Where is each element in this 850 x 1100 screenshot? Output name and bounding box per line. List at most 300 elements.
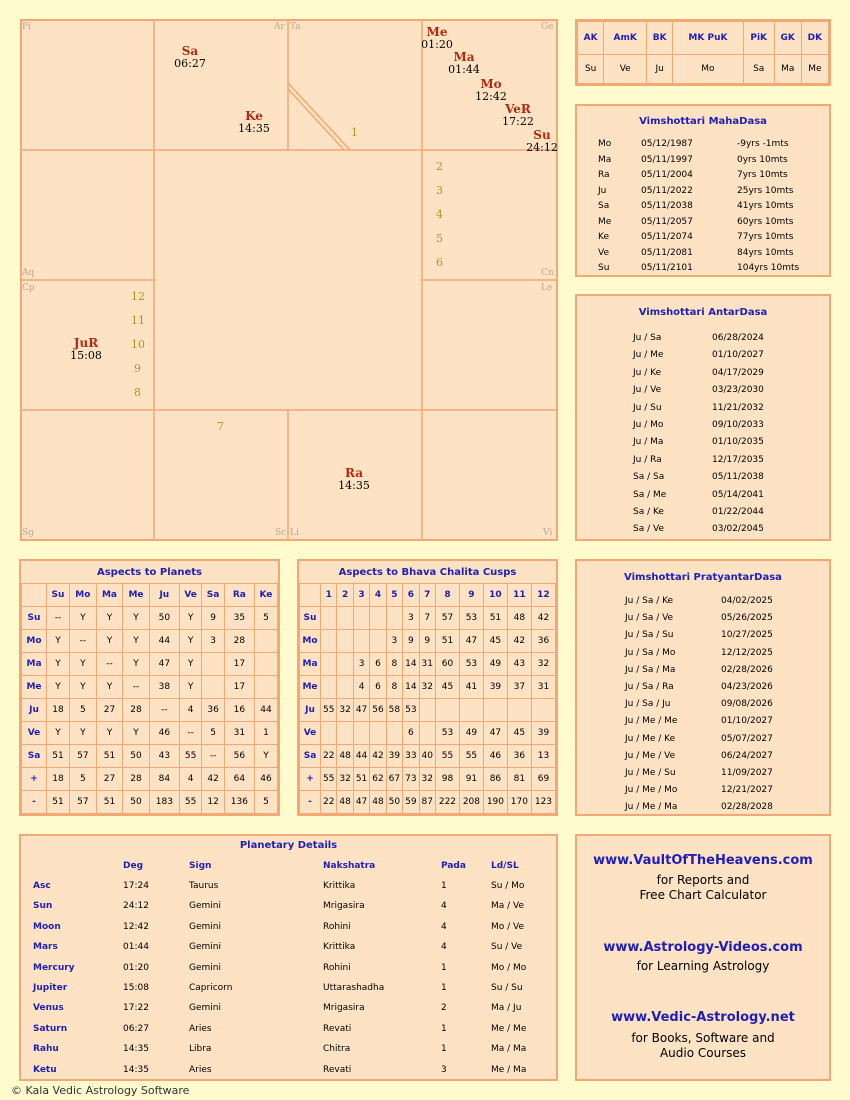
pd-lord: Ma / Ma bbox=[491, 1044, 527, 1055]
aspect-cell: -- bbox=[202, 745, 224, 768]
planet-degree: 12:42 bbox=[475, 90, 507, 103]
aspect-cell: 56 bbox=[370, 699, 386, 722]
dasa-age: -9yrs -1mts bbox=[737, 139, 789, 149]
aspect-row-header: Me bbox=[22, 676, 47, 699]
pd-lord: Me / Ma bbox=[491, 1064, 527, 1075]
dasa-date: 04/17/2029 bbox=[712, 367, 764, 378]
aspect-cell: 39 bbox=[531, 722, 555, 745]
aspect-cell: 48 bbox=[507, 607, 531, 630]
aspect-cell: 28 bbox=[224, 630, 254, 653]
aspect-cell: 190 bbox=[483, 791, 507, 814]
aspect-cell: 48 bbox=[337, 745, 353, 768]
aspect-cell: -- bbox=[47, 607, 70, 630]
aspect-cell: 208 bbox=[459, 791, 483, 814]
aspect-cell: 53 bbox=[403, 699, 419, 722]
aspect-cell: 51 bbox=[353, 768, 369, 791]
aspect-cell: Y bbox=[123, 653, 150, 676]
aspect-cell: 58 bbox=[386, 699, 402, 722]
dasa-period: Ju / Sa / Ke bbox=[625, 596, 674, 606]
aspect-cell: Y bbox=[179, 607, 201, 630]
antardasa-title: Vimshottari AntarDasa bbox=[638, 307, 768, 318]
pd-planet: Moon bbox=[33, 921, 61, 932]
karaka-header: AK bbox=[578, 22, 604, 55]
planet-degree: 01:44 bbox=[448, 63, 480, 76]
aspect-cell: 47 bbox=[353, 699, 369, 722]
house-number: 8 bbox=[134, 386, 141, 399]
aspect-cell bbox=[435, 699, 459, 722]
planet-name: JuR bbox=[73, 336, 99, 350]
aspect-header-row bbox=[300, 584, 556, 607]
planet-venus bbox=[498, 102, 538, 128]
aspect-row-header: Ve bbox=[22, 722, 47, 745]
pd-lord: Mo / Ve bbox=[491, 921, 525, 932]
house-number: 7 bbox=[217, 420, 224, 433]
pd-planet: Mars bbox=[33, 942, 58, 953]
aspect-row-header: Me bbox=[300, 676, 321, 699]
aspect-cell: 55 bbox=[179, 791, 201, 814]
aspect-cell: 47 bbox=[483, 722, 507, 745]
aspect-col-header: 11 bbox=[507, 584, 531, 607]
planet-mercury bbox=[417, 25, 457, 51]
pd-nakshatra: Krittika bbox=[323, 881, 356, 891]
aspect-row bbox=[22, 607, 278, 630]
aspect-row-header: Ju bbox=[22, 699, 47, 722]
aspect-cell: 50 bbox=[386, 791, 402, 814]
planet-ketu bbox=[234, 109, 274, 135]
house-number: 3 bbox=[436, 184, 443, 197]
aspect-row-header: Ma bbox=[22, 653, 47, 676]
aspect-cell: 50 bbox=[149, 607, 179, 630]
pd-nakshatra: Revati bbox=[323, 1023, 352, 1034]
pd-degree: 12:42 bbox=[123, 921, 149, 932]
aspect-cell: 39 bbox=[386, 745, 402, 768]
aspect-cell: 91 bbox=[459, 768, 483, 791]
aspect-cell: 44 bbox=[149, 630, 179, 653]
aspect-cell: 51 bbox=[47, 745, 70, 768]
pd-degree: 15:08 bbox=[123, 983, 149, 993]
pd-nakshatra: Chitra bbox=[323, 1044, 351, 1055]
pd-lord: Su / Su bbox=[491, 983, 523, 993]
dasa-date: 09/10/2033 bbox=[712, 420, 764, 430]
aspect-row-header: Ju bbox=[300, 699, 321, 722]
sign-label-scorpio: Sc bbox=[275, 528, 287, 538]
aspect-cell: 33 bbox=[403, 745, 419, 768]
aspect-cell: 28 bbox=[123, 699, 150, 722]
aspect-cell: 222 bbox=[435, 791, 459, 814]
sign-label-aquarius: Aq bbox=[22, 268, 35, 278]
dasa-date: 05/12/1987 bbox=[641, 139, 693, 149]
header-pada: Pada bbox=[441, 861, 466, 871]
aspects-planets-panel bbox=[19, 559, 280, 816]
planetary-details-panel bbox=[19, 834, 558, 1081]
pd-sign: Gemini bbox=[189, 942, 221, 953]
pd-sign: Capricorn bbox=[189, 983, 233, 993]
aspect-cell: 31 bbox=[224, 722, 254, 745]
karaka-header: MK PuK bbox=[673, 22, 743, 55]
aspect-row bbox=[22, 699, 278, 722]
aspect-cell: 123 bbox=[531, 791, 555, 814]
dasa-date: 05/11/2057 bbox=[641, 216, 693, 227]
dasa-planet: Ju bbox=[598, 185, 607, 196]
aspect-row bbox=[22, 722, 278, 745]
aspect-cell: 3 bbox=[386, 630, 402, 653]
header-deg: Deg bbox=[123, 861, 144, 871]
dasa-date: 05/11/2022 bbox=[641, 185, 693, 196]
house-number: 10 bbox=[131, 338, 145, 351]
aspect-cell bbox=[321, 607, 337, 630]
aspect-cell: 14 bbox=[403, 676, 419, 699]
aspect-col-header: Sa bbox=[202, 584, 224, 607]
aspect-row-header: Ma bbox=[300, 653, 321, 676]
aspect-cell bbox=[321, 653, 337, 676]
pd-lord: Su / Mo bbox=[491, 881, 525, 891]
dasa-date: 12/17/2035 bbox=[712, 454, 764, 465]
aspect-cell: 6 bbox=[370, 676, 386, 699]
dasa-planet: Me bbox=[598, 216, 612, 227]
aspects-cusps-title: Aspects to Bhava Chalita Cusps bbox=[338, 567, 517, 578]
pd-sign: Taurus bbox=[189, 881, 219, 891]
aspect-cell: -- bbox=[69, 630, 96, 653]
antardasa-panel bbox=[575, 294, 831, 541]
aspect-cell bbox=[386, 722, 402, 745]
aspect-cell: 46 bbox=[254, 768, 277, 791]
dasa-period: Ju / Ve bbox=[633, 385, 662, 396]
aspect-row bbox=[22, 630, 278, 653]
aspect-cell bbox=[254, 676, 277, 699]
pd-pada: 2 bbox=[441, 1003, 447, 1014]
aspect-cell: 42 bbox=[531, 607, 555, 630]
aspect-cell bbox=[337, 653, 353, 676]
dasa-date: 01/10/2027 bbox=[721, 716, 773, 727]
dasa-date: 05/11/2038 bbox=[712, 472, 764, 483]
aspects-planets-title: Aspects to Planets bbox=[96, 567, 203, 578]
aspect-cell: 35 bbox=[224, 607, 254, 630]
dasa-date: 05/11/2074 bbox=[641, 232, 693, 242]
sign-label-taurus: Ta bbox=[290, 22, 301, 32]
house-number: 2 bbox=[436, 160, 443, 173]
aspect-cell: 86 bbox=[483, 768, 507, 791]
aspect-cell: 4 bbox=[179, 699, 201, 722]
aspect-cell: 14 bbox=[403, 653, 419, 676]
aspect-cell bbox=[337, 676, 353, 699]
dasa-date: 04/02/2025 bbox=[721, 596, 773, 606]
dasa-planet: Sa bbox=[598, 201, 610, 211]
aspect-cell: 39 bbox=[483, 676, 507, 699]
aspect-cell: 22 bbox=[321, 745, 337, 768]
dasa-period: Ju / Sa / Ma bbox=[625, 664, 676, 675]
aspect-col-header: Me bbox=[123, 584, 150, 607]
dasa-planet: Ve bbox=[598, 247, 609, 258]
dasa-age: 41yrs 10mts bbox=[737, 201, 794, 211]
aspect-cell: 55 bbox=[435, 745, 459, 768]
vault-link[interactable]: www.VaultOfTheHeavens.com bbox=[593, 853, 813, 868]
dasa-date: 05/11/2004 bbox=[641, 170, 693, 180]
mahadasa-panel bbox=[575, 104, 831, 277]
pd-degree: 06:27 bbox=[123, 1023, 149, 1034]
aspect-cell: 18 bbox=[47, 768, 70, 791]
dasa-date: 01/10/2027 bbox=[712, 350, 764, 361]
aspect-cell: 51 bbox=[435, 630, 459, 653]
aspect-cell: Y bbox=[96, 676, 123, 699]
aspect-cell: 60 bbox=[435, 653, 459, 676]
dasa-period: Ju / Me bbox=[633, 350, 664, 361]
pd-sign: Aries bbox=[189, 1023, 212, 1034]
planet-name: Su bbox=[533, 128, 551, 142]
aspect-col-header: 9 bbox=[459, 584, 483, 607]
aspect-cell: 42 bbox=[507, 630, 531, 653]
karaka-header: PiK bbox=[743, 22, 774, 55]
pd-degree: 17:24 bbox=[123, 881, 149, 891]
aspect-cell: 50 bbox=[123, 745, 150, 768]
sign-label-pisces: Pi bbox=[22, 22, 31, 32]
planet-name: VeR bbox=[505, 102, 531, 116]
dasa-date: 05/11/1997 bbox=[641, 154, 693, 165]
aspect-cell: 42 bbox=[370, 745, 386, 768]
pd-pada: 1 bbox=[441, 983, 447, 993]
pd-degree: 14:35 bbox=[123, 1064, 149, 1075]
pd-planet: Sun bbox=[33, 901, 53, 912]
aspect-cell: 31 bbox=[531, 676, 555, 699]
aspect-row-header: Mo bbox=[300, 630, 321, 653]
aspect-row bbox=[300, 699, 556, 722]
aspect-col-header: Ke bbox=[254, 584, 277, 607]
planet-degree: 14:35 bbox=[238, 122, 270, 135]
dasa-period: Ju / Sa / Ra bbox=[625, 682, 674, 692]
pd-lord: Ma / Ju bbox=[491, 1003, 522, 1014]
planet-name: Sa bbox=[181, 44, 199, 58]
planet-name: Ke bbox=[245, 109, 263, 123]
aspect-cell: 9 bbox=[202, 607, 224, 630]
dasa-period: Ju / Sa / Ju bbox=[625, 699, 671, 710]
dasa-date: 09/08/2026 bbox=[721, 699, 773, 710]
dasa-period: Ju / Me / Ke bbox=[625, 733, 676, 744]
aspect-cell: 57 bbox=[435, 607, 459, 630]
karaka-value: Ve bbox=[604, 55, 647, 84]
aspects-cusps-grid bbox=[299, 583, 556, 814]
pd-planet: Jupiter bbox=[33, 983, 68, 993]
dasa-period: Ju / Ke bbox=[633, 367, 662, 378]
aspect-cell: 38 bbox=[149, 676, 179, 699]
aspect-cell: Y bbox=[96, 630, 123, 653]
aspect-cell: 8 bbox=[386, 653, 402, 676]
pd-pada: 1 bbox=[441, 962, 447, 973]
karaka-value-row bbox=[578, 55, 829, 84]
aspect-row bbox=[22, 768, 278, 791]
pratyantardasa-title: Vimshottari PratyantarDasa bbox=[624, 572, 782, 583]
aspect-cell bbox=[337, 630, 353, 653]
aspect-row-header: Su bbox=[22, 607, 47, 630]
dasa-date: 05/11/2101 bbox=[641, 263, 693, 273]
aspect-cell: 47 bbox=[459, 630, 483, 653]
dasa-date: 02/28/2026 bbox=[721, 664, 773, 675]
header-nakshatra: Nakshatra bbox=[323, 861, 376, 871]
aspect-cell: Y bbox=[47, 722, 70, 745]
aspect-row bbox=[300, 745, 556, 768]
aspect-corner bbox=[300, 584, 321, 607]
dasa-date: 01/22/2044 bbox=[712, 507, 764, 517]
aspect-row bbox=[22, 791, 278, 814]
aspect-row bbox=[300, 630, 556, 653]
dasa-period: Ju / Sa bbox=[633, 333, 662, 343]
house-number: 12 bbox=[131, 290, 145, 303]
pd-pada: 1 bbox=[441, 1023, 447, 1034]
aspect-cell: 6 bbox=[370, 653, 386, 676]
house-number: 4 bbox=[436, 208, 443, 221]
aspect-cell: 87 bbox=[419, 791, 435, 814]
house-number: 9 bbox=[134, 362, 141, 375]
aspect-row-header: Ve bbox=[300, 722, 321, 745]
aspect-cell: 51 bbox=[483, 607, 507, 630]
aspect-col-header: 5 bbox=[386, 584, 402, 607]
aspect-cell: 67 bbox=[386, 768, 402, 791]
aspect-cell: 27 bbox=[96, 699, 123, 722]
dasa-period: Ju / Sa / Mo bbox=[625, 647, 676, 658]
aspect-row-header: - bbox=[22, 791, 47, 814]
dasa-age: 7yrs 10mts bbox=[737, 170, 788, 180]
pd-sign: Gemini bbox=[189, 921, 221, 932]
dasa-period: Sa / Ve bbox=[633, 524, 664, 535]
aspect-cell: 51 bbox=[47, 791, 70, 814]
aspect-cell: 27 bbox=[96, 768, 123, 791]
aspect-cell: 56 bbox=[224, 745, 254, 768]
aspect-cell bbox=[353, 722, 369, 745]
planet-name: Ra bbox=[344, 466, 364, 480]
aspect-cell: 45 bbox=[435, 676, 459, 699]
planet-degree: 06:27 bbox=[174, 57, 206, 70]
videos-link[interactable]: www.Astrology-Videos.com bbox=[603, 940, 803, 955]
pd-pada: 4 bbox=[441, 942, 447, 953]
aspect-cell bbox=[321, 722, 337, 745]
karaka-grid bbox=[577, 21, 829, 84]
aspect-cell bbox=[254, 630, 277, 653]
pd-lord: Mo / Mo bbox=[491, 962, 527, 973]
aspect-cell bbox=[386, 607, 402, 630]
aspect-cell: -- bbox=[179, 722, 201, 745]
aspect-cell: 53 bbox=[459, 653, 483, 676]
aspect-cell: Y bbox=[47, 676, 70, 699]
dasa-age: 0yrs 10mts bbox=[737, 154, 788, 165]
vedic-link[interactable]: www.Vedic-Astrology.net bbox=[611, 1010, 795, 1025]
aspect-cell: 48 bbox=[370, 791, 386, 814]
dasa-period: Ju / Su bbox=[633, 402, 662, 413]
aspect-cell: 17 bbox=[224, 676, 254, 699]
dasa-date: 11/21/2032 bbox=[712, 402, 764, 413]
planet-sun bbox=[522, 128, 562, 154]
planet-mars bbox=[444, 50, 484, 76]
dasa-planet: Mo bbox=[598, 139, 612, 149]
footer-copyright: © Kala Vedic Astrology Software bbox=[11, 1084, 190, 1097]
pd-degree: 01:20 bbox=[123, 962, 149, 973]
karaka-value: Ju bbox=[647, 55, 673, 84]
karaka-value: Sa bbox=[743, 55, 774, 84]
dasa-date: 04/23/2026 bbox=[721, 682, 773, 692]
aspect-cell: 46 bbox=[483, 745, 507, 768]
aspect-cell bbox=[370, 722, 386, 745]
pd-degree: 01:44 bbox=[123, 942, 149, 953]
planet-saturn bbox=[170, 44, 210, 70]
aspect-cell bbox=[370, 630, 386, 653]
aspect-cell: Y bbox=[123, 722, 150, 745]
pd-planet: Rahu bbox=[33, 1044, 59, 1055]
pd-planet: Asc bbox=[33, 881, 51, 891]
aspect-cell: 32 bbox=[337, 699, 353, 722]
dasa-date: 03/23/2030 bbox=[712, 385, 764, 396]
aspect-cell: 5 bbox=[254, 607, 277, 630]
dasa-period: Ju / Sa / Su bbox=[625, 630, 674, 641]
aspect-cell: 12 bbox=[202, 791, 224, 814]
aspect-cell: 1 bbox=[254, 722, 277, 745]
aspect-cell: 49 bbox=[459, 722, 483, 745]
dasa-planet: Ke bbox=[598, 232, 609, 242]
aspect-row bbox=[22, 676, 278, 699]
aspect-cell: 8 bbox=[386, 676, 402, 699]
pd-nakshatra: Rohini bbox=[323, 921, 351, 932]
aspect-cell: 55 bbox=[321, 768, 337, 791]
pd-nakshatra: Revati bbox=[323, 1064, 352, 1075]
dasa-date: 05/26/2025 bbox=[721, 613, 773, 624]
dasa-period: Ju / Me / Me bbox=[625, 716, 678, 727]
aspect-cell: 45 bbox=[483, 630, 507, 653]
aspect-cell: 136 bbox=[224, 791, 254, 814]
aspect-cell: 81 bbox=[507, 768, 531, 791]
aspect-cell bbox=[321, 630, 337, 653]
aspect-header-row bbox=[22, 584, 278, 607]
pd-nakshatra: Uttarashadha bbox=[323, 983, 385, 993]
aspect-cell: 98 bbox=[435, 768, 459, 791]
aspect-cell: 53 bbox=[459, 607, 483, 630]
vault-desc-2: Free Chart Calculator bbox=[639, 888, 767, 902]
aspect-cell: Y bbox=[69, 676, 96, 699]
pd-degree: 24:12 bbox=[123, 901, 149, 912]
aspect-col-header: Ma bbox=[96, 584, 123, 607]
aspect-col-header: 2 bbox=[337, 584, 353, 607]
aspects-cusps-panel bbox=[297, 559, 558, 816]
aspect-col-header: 6 bbox=[403, 584, 419, 607]
aspect-cell bbox=[337, 607, 353, 630]
sign-label-gemini: Ge bbox=[541, 22, 554, 32]
aspect-cell: 40 bbox=[419, 745, 435, 768]
dasa-period: Ju / Ra bbox=[633, 454, 662, 465]
aspect-col-header: Su bbox=[47, 584, 70, 607]
aspect-row-header: - bbox=[300, 791, 321, 814]
karaka-value: Su bbox=[578, 55, 604, 84]
aspect-cell: 32 bbox=[337, 768, 353, 791]
aspect-cell: 5 bbox=[69, 699, 96, 722]
aspect-cell: 170 bbox=[507, 791, 531, 814]
dasa-date: 10/27/2025 bbox=[721, 630, 773, 641]
aspect-cell: Y bbox=[69, 607, 96, 630]
aspect-cell: -- bbox=[123, 676, 150, 699]
aspect-cell: 55 bbox=[459, 745, 483, 768]
aspect-cell: 46 bbox=[149, 722, 179, 745]
planet-degree: 01:20 bbox=[421, 38, 453, 51]
aspect-col-header: Ra bbox=[224, 584, 254, 607]
sign-label-cancer: Cn bbox=[541, 268, 554, 278]
aspect-corner bbox=[22, 584, 47, 607]
pd-sign: Aries bbox=[189, 1064, 212, 1075]
pd-pada: 4 bbox=[441, 921, 447, 932]
karaka-value: Mo bbox=[673, 55, 743, 84]
aspect-cell: 51 bbox=[96, 745, 123, 768]
pd-planet: Saturn bbox=[33, 1023, 68, 1034]
aspect-cell bbox=[483, 699, 507, 722]
dasa-date: 12/12/2025 bbox=[721, 647, 773, 658]
aspect-cell bbox=[202, 676, 224, 699]
dasa-period: Sa / Sa bbox=[633, 472, 665, 483]
pd-nakshatra: Mrigasira bbox=[323, 1003, 365, 1014]
aspect-row-header: + bbox=[22, 768, 47, 791]
dasa-date: 01/10/2035 bbox=[712, 437, 764, 448]
